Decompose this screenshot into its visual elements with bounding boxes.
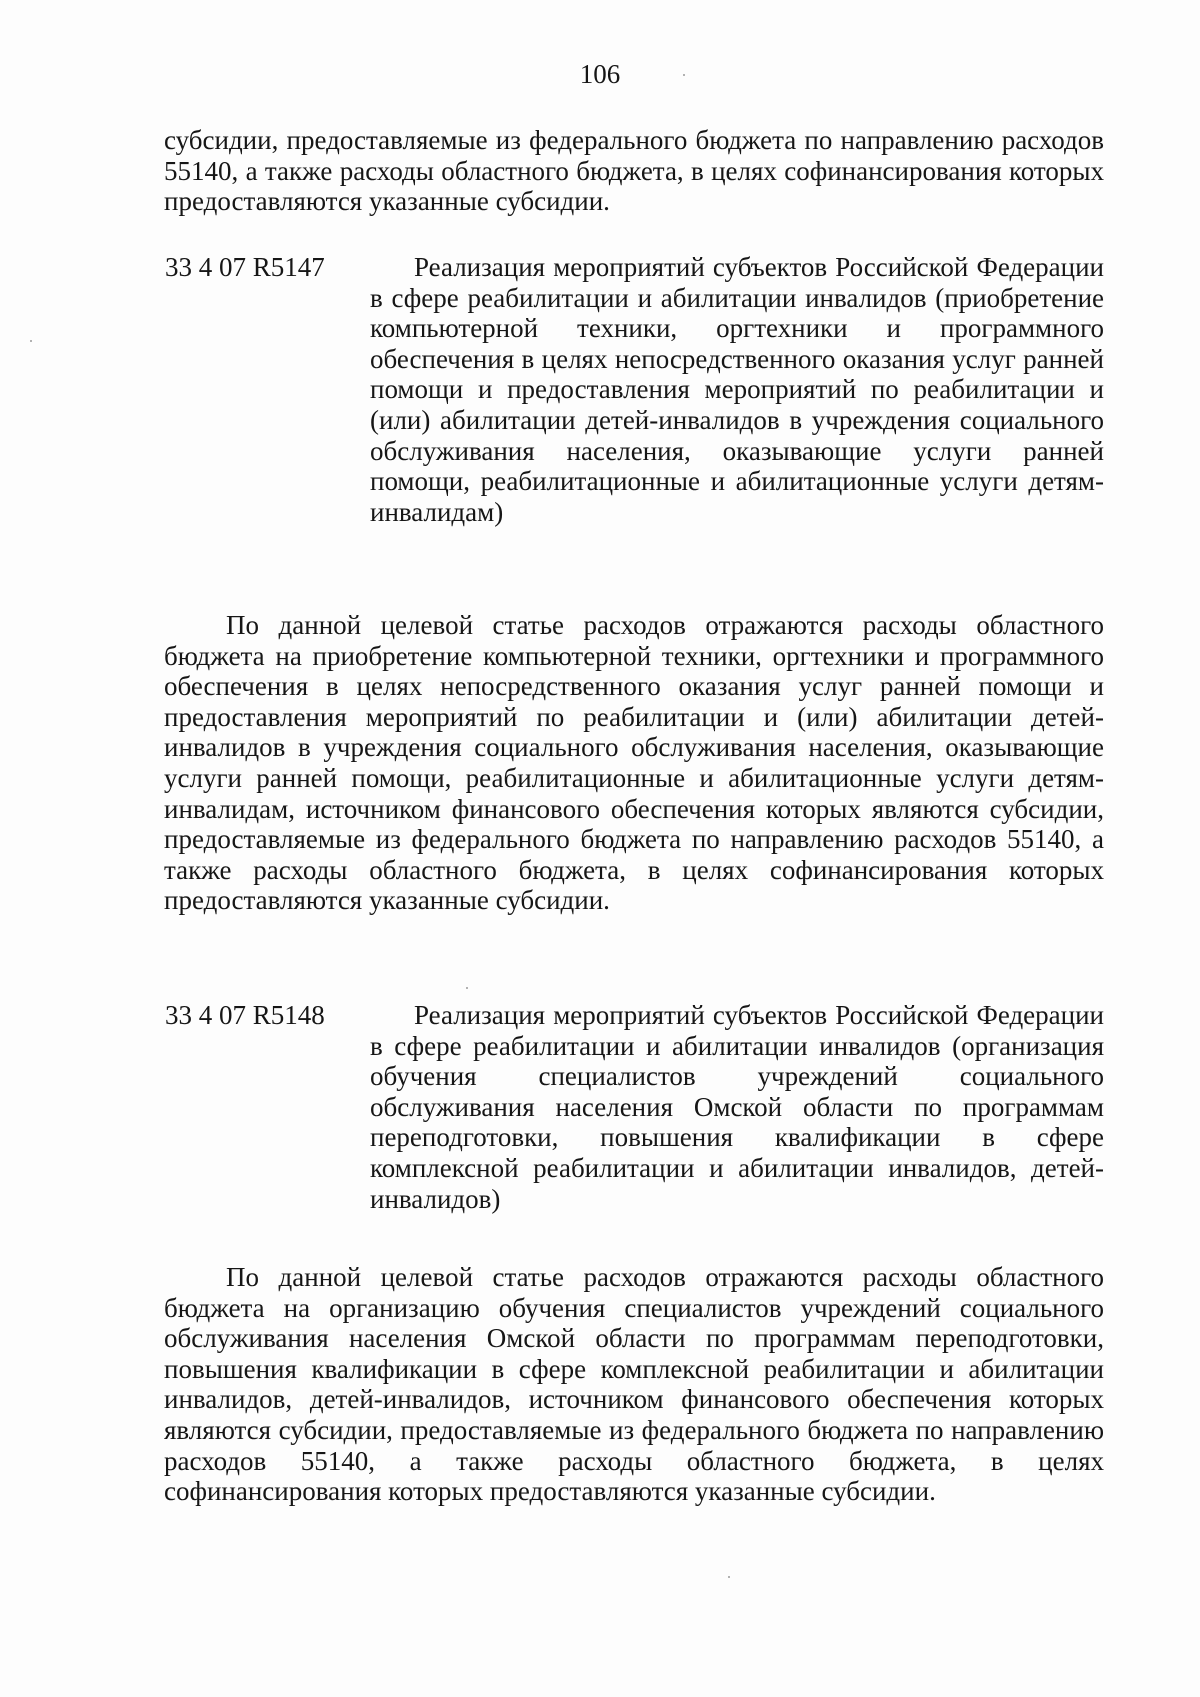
intro-paragraph: субсидии, предоставляемые из федерального бюджета по направлению расходов 55140, а также расходы областного бюджета, в целях софинансирования которых предоставляются указанные субсидии. xyxy=(164,125,1104,217)
scan-speck xyxy=(728,1576,730,1578)
scan-speck xyxy=(30,340,32,342)
budget-item-title-r5148: Реализация мероприятий субъектов Российской Федерации в сфере реабилитации и абилитации инвалидов (организация обучения специалистов учреждений социального обслуживания населения Омской области по программам переподготовки, повышения квалификации в сфере комплексной реабилитации и абилитации инвалидов, детей-инвалидов) xyxy=(370,1000,1104,1214)
scan-speck xyxy=(466,987,468,989)
budget-item-description-r5148: По данной целевой статье расходов отражаются расходы областного бюджета на организацию обучения специалистов учреждений социального обслуживания населения Омской области по программам переподготовки, повышения квалификации в сфере комплексной реабилитации и абилитации инвалидов, детей-инвалидов, источником финансового обеспечения которых являются субсидии, предоставляемые из федерального бюджета по направлению расходов 55140, а также расходы областного бюджета, в целях софинансирования которых предоставляются указанные субсидии. xyxy=(164,1262,1104,1507)
page-number: 106 xyxy=(579,59,621,89)
budget-item-title-r5147: Реализация мероприятий субъектов Российской Федерации в сфере реабилитации и абилитации инвалидов (приобретение компьютерной техники, оргтехники и программного обеспечения в целях непосредственного оказания услуг ранней помощи и предоставления мероприятий по реабилитации и (или) абилитации детей-инвалидов в учреждения социального обслуживания населения, оказывающие услуги ранней помощи, реабилитационные и абилитационные услуги детям-инвалидам) xyxy=(370,252,1104,527)
budget-code-r5147: 33 4 07 R5147 xyxy=(165,252,325,282)
budget-item-description-r5147: По данной целевой статье расходов отражаются расходы областного бюджета на приобретение компьютерной техники, оргтехники и программного обеспечения в целях непосредственного оказания услуг ранней помощи и предоставления мероприятий по реабилитации и (или) абилитации детей-инвалидов в учреждения социального обслуживания населения, оказывающие услуги ранней помощи, реабилитационные и абилитационные услуги детям-инвалидам, источником финансового обеспечения которых являются субсидии, предоставляемые из федерального бюджета по направлению расходов 55140, а также расходы областного бюджета, в целях софинансирования которых предоставляются указанные субсидии. xyxy=(164,610,1104,916)
budget-code-r5148: 33 4 07 R5148 xyxy=(165,1000,325,1030)
scan-speck xyxy=(683,74,685,76)
